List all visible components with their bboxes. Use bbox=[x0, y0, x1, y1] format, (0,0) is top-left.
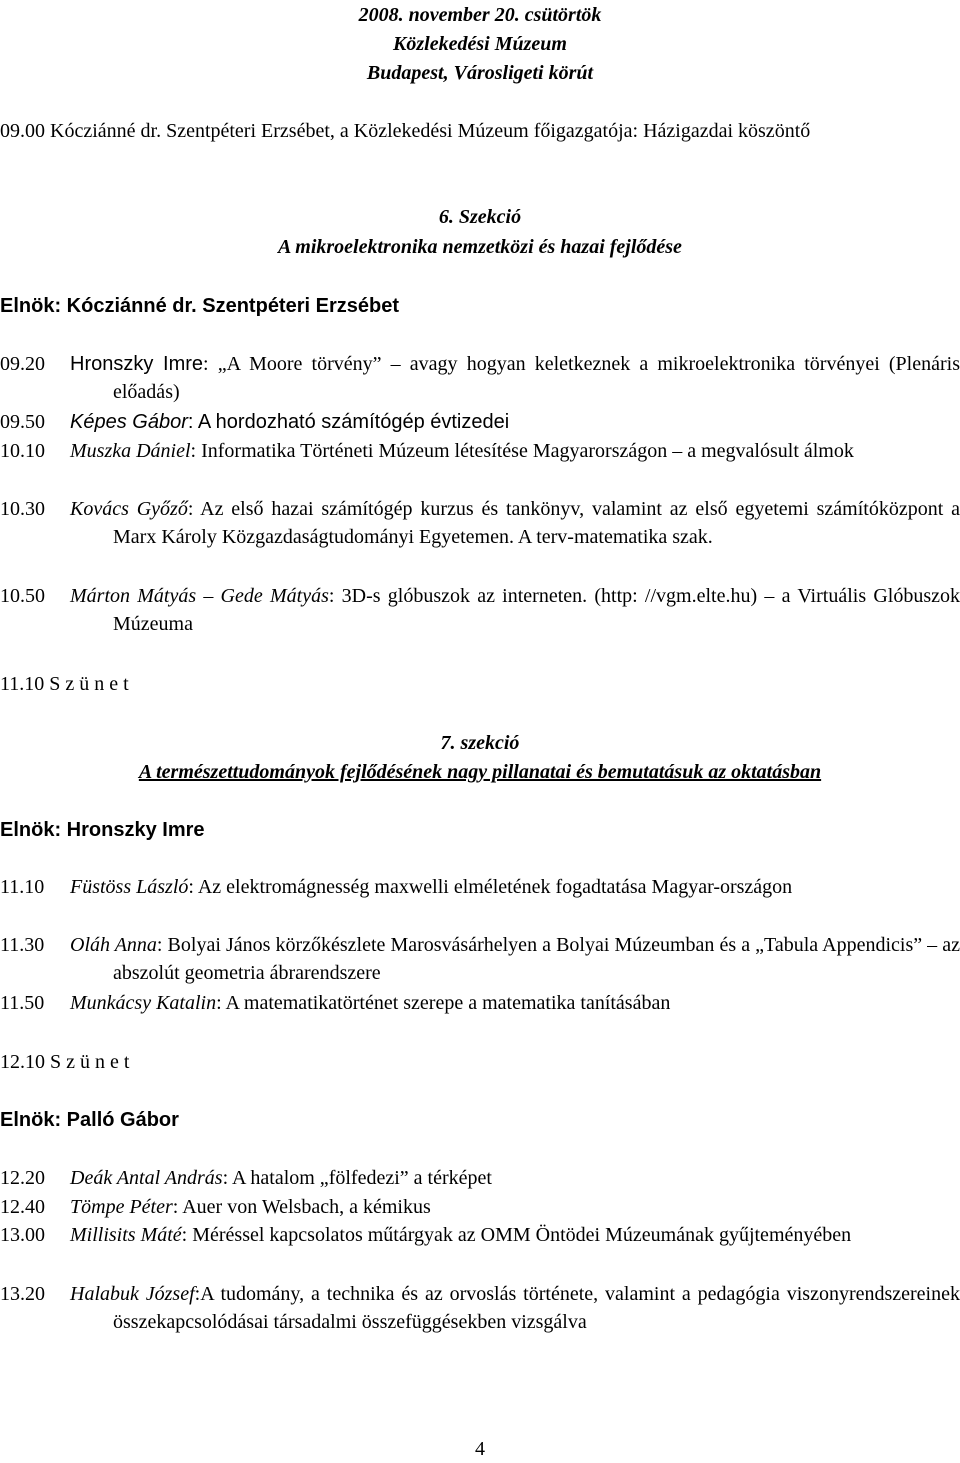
section7-chair: Elnök: Hronszky Imre bbox=[0, 819, 205, 841]
program-item: 11.10 Füstöss László: Az elektromágnesség maxwelli elméletének fogadtatása Magyar-országon bbox=[0, 876, 793, 898]
break-2: 12.10 S z ü n e t bbox=[0, 1051, 130, 1073]
page-number: 4 bbox=[475, 1438, 485, 1460]
program-item: 12.40 Tömpe Péter: Auer von Welsbach, a kémikus bbox=[0, 1196, 431, 1218]
event-venue: Közlekedési Múzeum bbox=[393, 33, 567, 55]
program-item: 10.30 Kovács Győző: Az első hazai számítógép kurzus és tankönyv, valamint az első egyetemi számítóközpont a Marx Károly Közgazdaságtudományi Egyetemen. A terv-matematika szak. bbox=[0, 498, 960, 548]
program-item: 10.50 Márton Mátyás – Gede Mátyás: 3D-s glóbuszok az interneten. (http: //vgm.elte.hu) – a Virtuális Glóbuszok Múzeuma bbox=[0, 585, 960, 635]
program-item: 11.30 Oláh Anna: Bolyai János körzőkészlete Marosvásárhelyen a Bolyai Múzeumban és a „Tabula Appendicis” – az abszolút geometria ábrarendszere bbox=[0, 934, 960, 984]
section7-chair2: Elnök: Palló Gábor bbox=[0, 1109, 179, 1131]
section6-number: 6. Szekció bbox=[438, 206, 522, 228]
opening-welcome: 09.00 Kócziánné dr. Szentpéteri Erzsébet, a Közlekedési Múzeum főigazgatója: Házigazdai köszöntő bbox=[0, 120, 811, 142]
program-item: 12.20 Deák Antal András: A hatalom „fölfedezi” a térképet bbox=[0, 1167, 492, 1189]
program-item: 09.20 Hronszky Imre: „A Moore törvény” – avagy hogyan keletkeznek a mikroelektronika törvényei (Plenáris előadás) bbox=[0, 353, 960, 403]
section6-chair: Elnök: Kócziánné dr. Szentpéteri Erzsébet bbox=[0, 295, 399, 317]
event-address: Budapest, Városligeti körút bbox=[366, 62, 594, 84]
section6-title: A mikroelektronika nemzetközi és hazai fejlődése bbox=[278, 236, 682, 258]
break-1: 11.10 S z ü n e t bbox=[0, 673, 129, 695]
section7-title: A természettudományok fejlődésének nagy pillanatai és bemutatásuk az oktatásban bbox=[138, 761, 822, 783]
program-item: 10.10 Muszka Dániel: Informatika Történeti Múzeum létesítése Magyarországon – a megvalósult álmok bbox=[0, 440, 854, 462]
program-item: 11.50 Munkácsy Katalin: A matematikatörténet szerepe a matematika tanításában bbox=[0, 992, 671, 1014]
event-date: 2008. november 20. csütörtök bbox=[358, 4, 602, 26]
program-item: 13.00 Millisits Máté: Méréssel kapcsolatos műtárgyak az OMM Öntödei Múzeumának gyűjteményében bbox=[0, 1224, 852, 1246]
program-item: 09.50 Képes Gábor: A hordozható számítógép évtizedei bbox=[0, 411, 510, 433]
section7-number: 7. szekció bbox=[440, 732, 520, 754]
program-item: 13.20 Halabuk József:A tudomány, a technika és az orvoslás története, valamint a pedagógia viszonyrendszereinek összekapcsolódásai társadalmi összefüggésekben vizsgálva bbox=[0, 1283, 960, 1333]
